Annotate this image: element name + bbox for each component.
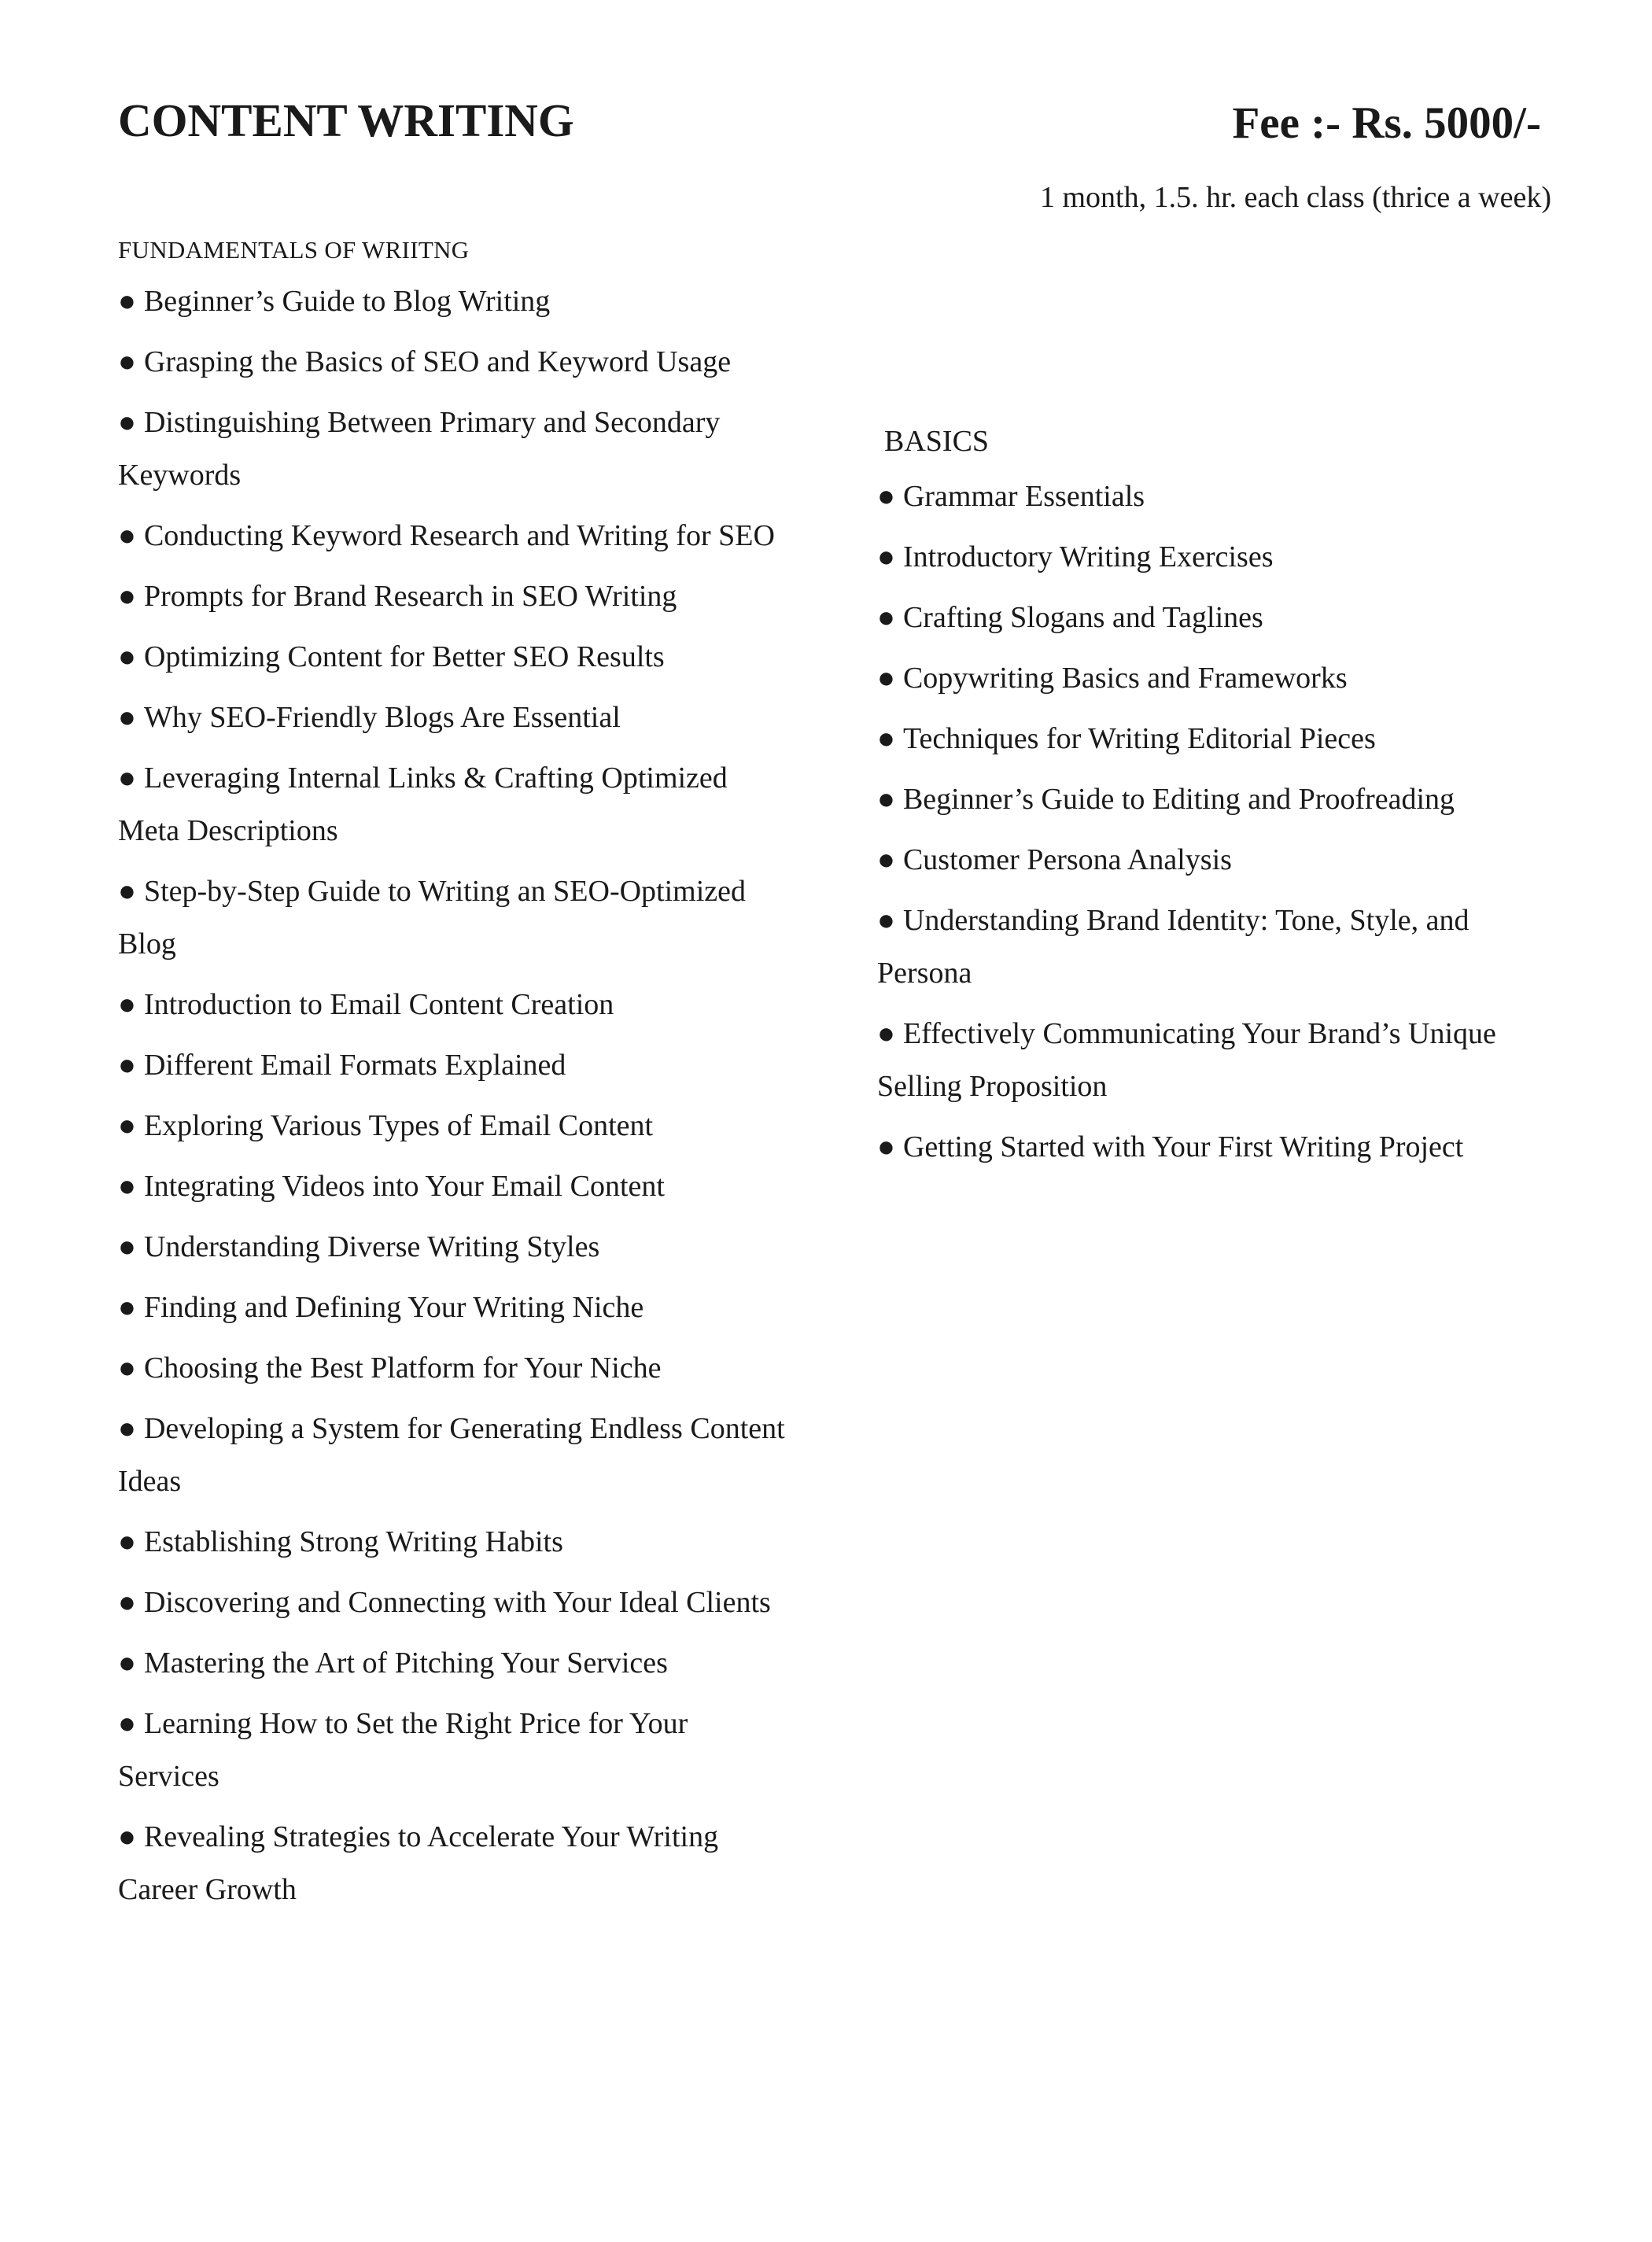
list-item-text: Beginner’s Guide to Blog Writing bbox=[143, 285, 551, 318]
list-item bbox=[877, 531, 1569, 584]
bullet-icon: ● bbox=[118, 1049, 136, 1082]
bullet-icon: ● bbox=[877, 662, 895, 695]
basics-heading: BASICS bbox=[884, 425, 990, 458]
list-item-text: Step-by-Step Guide to Writing an SEO-Optimized Blog bbox=[118, 875, 746, 961]
list-item bbox=[118, 1811, 787, 1916]
list-item-text: Copywriting Basics and Frameworks bbox=[902, 662, 1348, 695]
list-item bbox=[877, 592, 1569, 644]
list-item bbox=[118, 1516, 787, 1569]
bullet-icon: ● bbox=[118, 1646, 136, 1680]
list-item-text: Grammar Essentials bbox=[902, 480, 1145, 513]
list-item bbox=[118, 631, 787, 684]
bullet-icon: ● bbox=[118, 1412, 136, 1445]
bullet-icon: ● bbox=[118, 345, 136, 378]
list-item bbox=[877, 894, 1569, 1000]
list-item-text: Understanding Diverse Writing Styles bbox=[143, 1230, 600, 1263]
page-title: CONTENT WRITING bbox=[118, 94, 574, 146]
bullet-icon: ● bbox=[877, 783, 895, 816]
bullet-icon: ● bbox=[118, 580, 136, 613]
list-item-text: Establishing Strong Writing Habits bbox=[143, 1525, 563, 1558]
list-item bbox=[118, 396, 787, 502]
list-item-text: Revealing Strategies to Accelerate Your Writing Career Growth bbox=[118, 1820, 719, 1906]
bullet-icon: ● bbox=[877, 722, 895, 755]
list-item bbox=[877, 834, 1569, 887]
list-item bbox=[118, 1160, 787, 1213]
list-item bbox=[877, 1008, 1569, 1113]
list-item bbox=[118, 865, 787, 971]
bullet-icon: ● bbox=[118, 519, 136, 552]
bullet-icon: ● bbox=[118, 875, 136, 908]
list-item-text: Discovering and Connecting with Your Ideal Clients bbox=[143, 1586, 771, 1619]
list-item-text: Effectively Communicating Your Brand’s Unique Selling Proposition bbox=[877, 1017, 1496, 1103]
bullet-icon: ● bbox=[118, 285, 136, 318]
bullet-icon: ● bbox=[877, 1130, 895, 1163]
fundamentals-section bbox=[118, 230, 787, 1924]
bullet-icon: ● bbox=[877, 1017, 895, 1050]
list-item-text: Beginner’s Guide to Editing and Proofreading bbox=[902, 783, 1455, 816]
list-item-text: Leveraging Internal Links & Crafting Optimized Meta Descriptions bbox=[118, 761, 728, 847]
list-item bbox=[118, 510, 787, 562]
list-item-text: Choosing the Best Platform for Your Niche bbox=[143, 1351, 662, 1385]
basics-section bbox=[877, 417, 1569, 1182]
bullet-icon: ● bbox=[118, 406, 136, 439]
list-item bbox=[118, 570, 787, 623]
bullet-icon: ● bbox=[118, 1230, 136, 1263]
list-item-text: Understanding Brand Identity: Tone, Style, and Persona bbox=[877, 904, 1469, 990]
list-item-text: Grasping the Basics of SEO and Keyword Usage bbox=[143, 345, 732, 378]
bullet-icon: ● bbox=[118, 1170, 136, 1203]
bullet-icon: ● bbox=[118, 988, 136, 1021]
list-item-text: Customer Persona Analysis bbox=[902, 843, 1232, 876]
list-item bbox=[118, 1403, 787, 1508]
list-item bbox=[118, 752, 787, 857]
list-item-text: Introductory Writing Exercises bbox=[902, 540, 1274, 573]
list-item-text: Prompts for Brand Research in SEO Writing bbox=[143, 580, 677, 613]
bullet-icon: ● bbox=[118, 1351, 136, 1385]
bullet-icon: ● bbox=[877, 480, 895, 513]
list-item-text: Distinguishing Between Primary and Secondary Keywords bbox=[118, 406, 721, 492]
list-item bbox=[877, 713, 1569, 765]
bullet-icon: ● bbox=[877, 601, 895, 634]
bullet-icon: ● bbox=[118, 1707, 136, 1740]
list-item bbox=[877, 652, 1569, 705]
list-item bbox=[118, 1342, 787, 1395]
fundamentals-list bbox=[118, 275, 787, 1916]
list-item-text: Learning How to Set the Right Price for Your Services bbox=[118, 1707, 688, 1793]
list-item bbox=[118, 1576, 787, 1629]
list-item bbox=[118, 275, 787, 328]
list-item-text: Exploring Various Types of Email Content bbox=[143, 1109, 654, 1142]
list-item-text: Why SEO-Friendly Blogs Are Essential bbox=[143, 701, 621, 734]
list-item bbox=[118, 1039, 787, 1092]
list-item bbox=[118, 979, 787, 1031]
list-item bbox=[118, 691, 787, 744]
basics-list bbox=[877, 470, 1569, 1174]
list-item bbox=[877, 773, 1569, 826]
list-item bbox=[118, 1637, 787, 1690]
bullet-icon: ● bbox=[877, 904, 895, 937]
list-item-text: Finding and Defining Your Writing Niche bbox=[143, 1291, 644, 1324]
list-item bbox=[118, 1221, 787, 1274]
fundamentals-heading: FUNDAMENTALS OF WRIITNG bbox=[118, 236, 470, 264]
list-item-text: Optimizing Content for Better SEO Results bbox=[143, 640, 665, 673]
list-item-text: Developing a System for Generating Endless Content Ideas bbox=[118, 1412, 785, 1498]
bullet-icon: ● bbox=[118, 640, 136, 673]
list-item-text: Crafting Slogans and Taglines bbox=[902, 601, 1263, 634]
list-item bbox=[877, 470, 1569, 523]
list-item-text: Mastering the Art of Pitching Your Services bbox=[143, 1646, 668, 1680]
list-item bbox=[118, 1281, 787, 1334]
bullet-icon: ● bbox=[118, 1586, 136, 1619]
list-item-text: Techniques for Writing Editorial Pieces bbox=[902, 722, 1376, 755]
bullet-icon: ● bbox=[118, 761, 136, 795]
list-item bbox=[877, 1121, 1569, 1174]
list-item-text: Introduction to Email Content Creation bbox=[143, 988, 614, 1021]
bullet-icon: ● bbox=[118, 701, 136, 734]
list-item-text: Getting Started with Your First Writing Project bbox=[902, 1130, 1464, 1163]
fee-label: Fee :- Rs. 5000/- bbox=[1232, 98, 1541, 148]
list-item bbox=[118, 1100, 787, 1152]
bullet-icon: ● bbox=[118, 1109, 136, 1142]
bullet-icon: ● bbox=[877, 540, 895, 573]
list-item bbox=[118, 336, 787, 389]
list-item-text: Integrating Videos into Your Email Content bbox=[143, 1170, 665, 1203]
list-item bbox=[118, 1698, 787, 1803]
bullet-icon: ● bbox=[118, 1820, 136, 1853]
bullet-icon: ● bbox=[118, 1291, 136, 1324]
list-item-text: Different Email Formats Explained bbox=[143, 1049, 566, 1082]
bullet-icon: ● bbox=[877, 843, 895, 876]
list-item-text: Conducting Keyword Research and Writing for SEO bbox=[143, 519, 775, 552]
bullet-icon: ● bbox=[118, 1525, 136, 1558]
schedule-note: 1 month, 1.5. hr. each class (thrice a week) bbox=[1040, 181, 1551, 214]
